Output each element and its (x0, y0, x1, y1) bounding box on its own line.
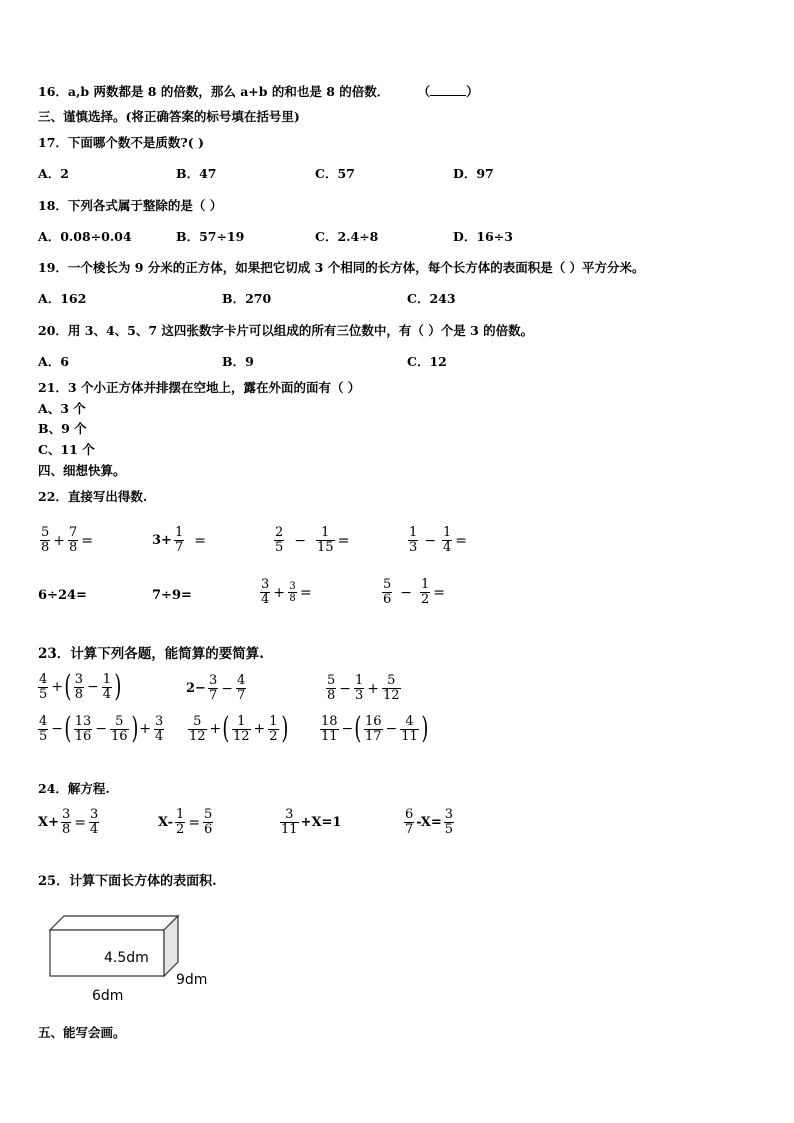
q24-equation-2: X- $\frac{1}{2}$ = $\frac{5}{6}$ (158, 807, 213, 837)
q20-option-a[interactable]: A．6 (38, 354, 69, 369)
depth-label: 9dm (176, 972, 208, 988)
q21-option-a[interactable]: A、3 个 (38, 401, 86, 416)
question-16-text: 16．a,b 两数都是 8 的倍数，那么 a+b 的和也是 8 的倍数． (38, 84, 390, 99)
q19-option-a[interactable]: A．162 (38, 291, 87, 306)
cuboid-top-face (50, 916, 178, 930)
q23-expr-5: $\frac{5}{12}$ + ( $\frac{1}{12}$ + $\frac{1}{2}$ ) (189, 711, 288, 746)
q24-equation-1: X+ $\frac{3}{8}$ = $\frac{3}{4}$ (38, 807, 99, 837)
question-21: 21．3 个小正方体并排摆在空地上，露在外面的面有（ ） (38, 380, 361, 395)
q22-expr-3: $\frac{2}{5}$ − $\frac{1}{15}$ = (275, 525, 350, 555)
height-label: 4.5dm (104, 950, 149, 966)
q22-expr-5: 6÷24= (38, 588, 87, 603)
q22-expr-8: $\frac{5}{6}$ − $\frac{1}{2}$ = (383, 577, 446, 607)
section-5-heading: 五、能写会画。 (38, 1025, 126, 1040)
question-16: 16．a,b 两数都是 8 的倍数，那么 a+b 的和也是 8 的倍数． （ ） (38, 84, 479, 99)
section-3-heading: 三、谨慎选择。(将正确答案的标号填在括号里) (38, 109, 300, 124)
q17-option-b[interactable]: B．47 (176, 166, 217, 181)
q23-expr-6: $\frac{18}{11}$ − ( $\frac{16}{17}$ − $\frac{4}{11}$ ) (321, 711, 429, 746)
q21-option-c[interactable]: C、11 个 (38, 442, 95, 457)
q22-expr-2: 3+ $\frac{1}{7}$ = (152, 525, 206, 555)
q22-expr-6: 7÷9= (152, 588, 192, 603)
q18-option-c[interactable]: C．2.4÷8 (315, 229, 379, 244)
q21-option-b[interactable]: B、9 个 (38, 421, 87, 436)
q18-option-d[interactable]: D．16÷3 (453, 229, 513, 244)
q20-option-c[interactable]: C．12 (407, 354, 447, 369)
q17-option-c[interactable]: C．57 (315, 166, 355, 181)
q23-expr-4: $\frac{4}{5}$ − ( $\frac{13}{16}$ − $\frac{5}{16}$ ) + $\frac{3}{4}$ (39, 711, 164, 746)
length-label: 6dm (92, 988, 124, 1004)
q20-option-b[interactable]: B．9 (222, 354, 254, 369)
q23-expr-2: 2− $\frac{3}{7}$ − $\frac{4}{7}$ (186, 673, 246, 703)
q22-expr-7: $\frac{3}{4}$ + $\frac{3}{8}$ = (261, 577, 312, 607)
question-22: 22．直接写出得数. (38, 489, 148, 504)
q22-expr-4: $\frac{1}{3}$ − $\frac{1}{4}$ = (409, 525, 468, 555)
question-24: 24．解方程. (38, 781, 110, 796)
q18-option-b[interactable]: B．57÷19 (176, 229, 245, 244)
question-23: 23．计算下列各题，能简算的要简算. (38, 646, 264, 662)
q23-expr-3: $\frac{5}{8}$ − $\frac{1}{3}$ + $\frac{5}{12}$ (327, 673, 400, 703)
question-20: 20．用 3、4、5、7 这四张数字卡片可以组成的所有三位数中，有（ ）个是 3 的倍数。 (38, 323, 534, 338)
question-17: 17．下面哪个数不是质数?( ) (38, 135, 204, 150)
question-25: 25．计算下面长方体的表面积. (38, 874, 217, 889)
q18-option-a[interactable]: A．0.08÷0.04 (38, 229, 132, 244)
answer-blank[interactable] (430, 83, 466, 96)
q19-option-c[interactable]: C．243 (407, 291, 456, 306)
q24-equation-3: $\frac{3}{11}$ +X=1 (281, 807, 342, 837)
q19-option-b[interactable]: B．270 (222, 291, 272, 306)
q22-expr-1: $\frac{5}{8}$ + $\frac{7}{8}$ = (41, 525, 94, 555)
question-19: 19．一个棱长为 9 分米的正方体，如果把它切成 3 个相同的长方体，每个长方体的表面积是（ ）平方分米。 (38, 260, 645, 275)
question-18: 18．下列各式属于整除的是（ ） (38, 198, 223, 213)
q17-option-a[interactable]: A．2 (38, 166, 69, 181)
q23-expr-1: $\frac{4}{5}$ + ( $\frac{3}{8}$ − $\frac{1}{4}$ ) (39, 669, 122, 704)
q17-option-d[interactable]: D．97 (453, 166, 494, 181)
q24-equation-4: $\frac{6}{7}$ -X= $\frac{3}{5}$ (405, 807, 453, 837)
section-4-heading: 四、细想快算。 (38, 463, 126, 478)
